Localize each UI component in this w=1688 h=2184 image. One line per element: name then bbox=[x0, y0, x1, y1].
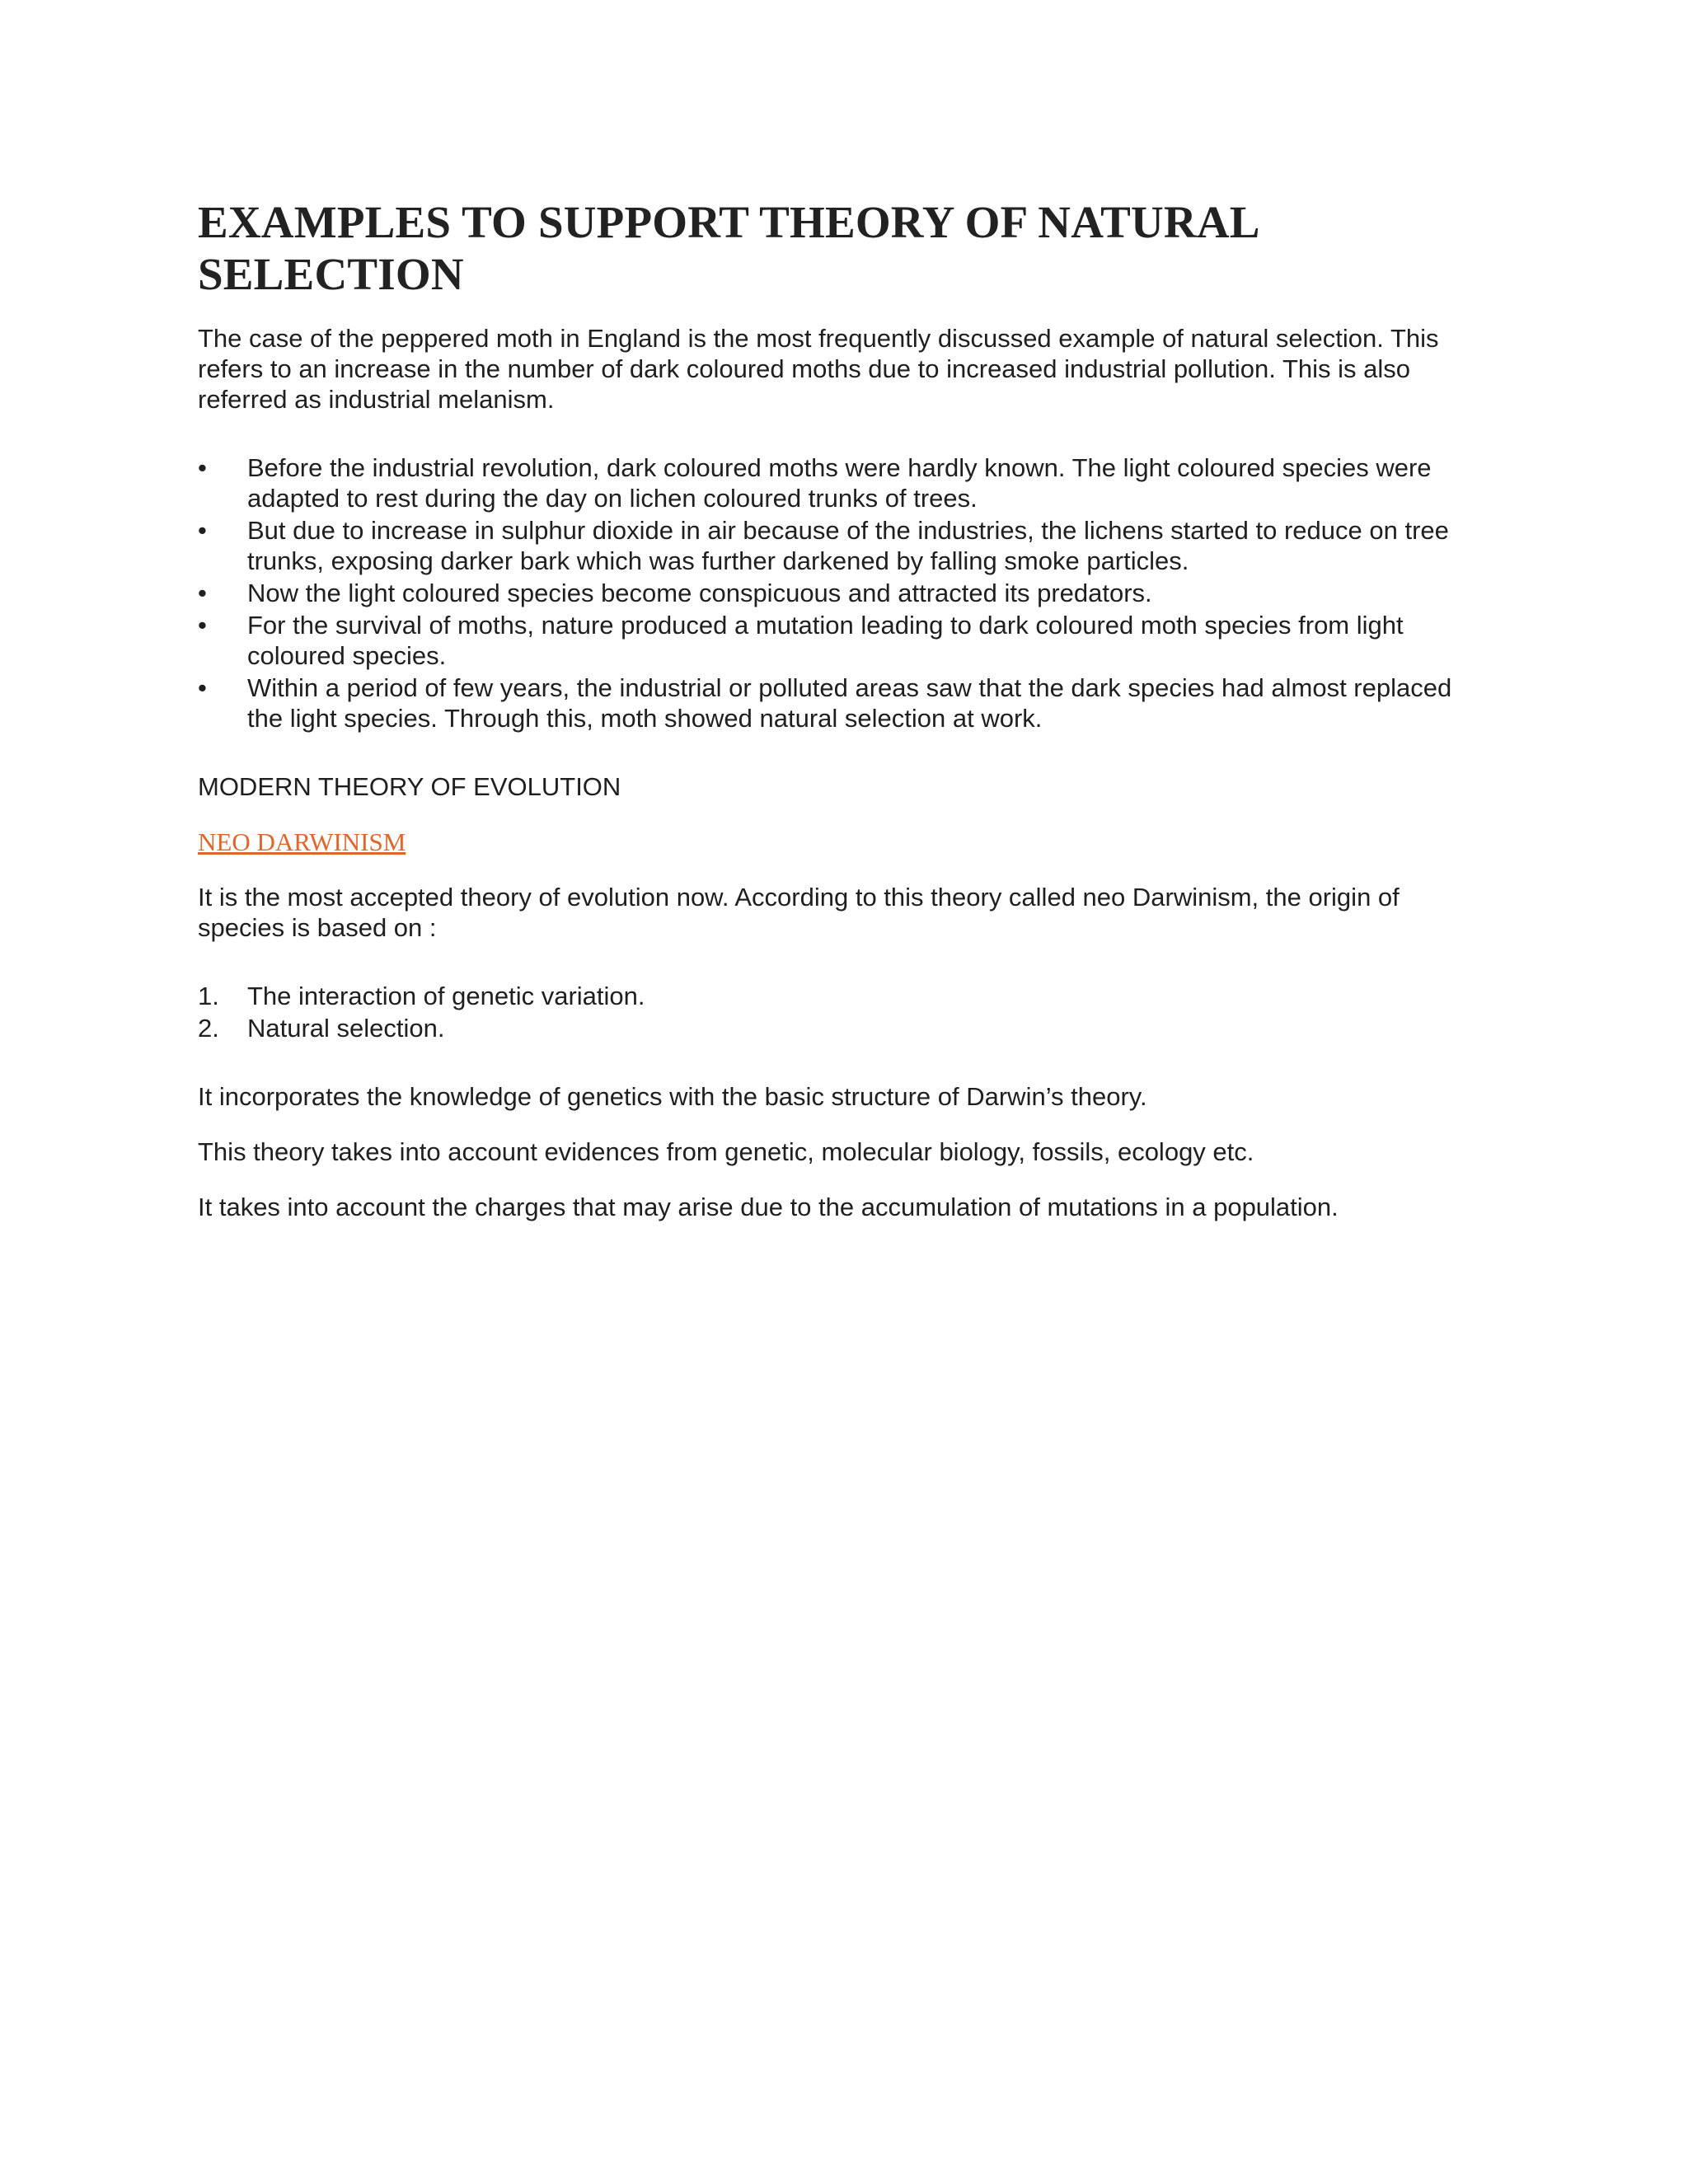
neo-darwinism-link[interactable]: NEO DARWINISM bbox=[198, 827, 406, 856]
bullet-icon: • bbox=[198, 453, 207, 482]
numbered-list bbox=[198, 981, 1484, 1043]
list-number: 1. bbox=[198, 982, 219, 1010]
page-title: EXAMPLES TO SUPPORT THEORY OF NATURAL SELECTION bbox=[198, 197, 1258, 299]
closing-paragraph: It incorporates the knowledge of genetics with the basic structure of Darwin’s theory. bbox=[198, 1082, 1147, 1111]
bullet-list bbox=[198, 452, 1484, 733]
list-item bbox=[198, 578, 1484, 608]
list-number: 2. bbox=[198, 1014, 219, 1043]
section-heading: MODERN THEORY OF EVOLUTION bbox=[198, 772, 621, 801]
closing-paragraph: It takes into account the charges that may arise due to the accumulation of mutations in a population. bbox=[198, 1193, 1339, 1221]
neo-darwinism-heading-wrap bbox=[198, 827, 1484, 857]
bullet-icon: • bbox=[198, 673, 207, 702]
list-item bbox=[198, 452, 1484, 513]
list-item bbox=[198, 673, 1484, 733]
list-item bbox=[198, 981, 1484, 1011]
list-item-text: Within a period of few years, the industrial or polluted areas saw that the dark species had almost replaced the light species. Through this, moth showed natural selection at work. bbox=[247, 673, 1452, 733]
closing-paragraph: This theory takes into account evidences from genetic, molecular biology, fossils, ecology etc. bbox=[198, 1137, 1254, 1166]
bullet-icon: • bbox=[198, 516, 207, 545]
list-item-text: Now the light coloured species become conspicuous and attracted its predators. bbox=[247, 579, 1152, 607]
list-item-text: But due to increase in sulphur dioxide in air because of the industries, the lichens started to reduce on tree trunks, exposing darker bark which was further darkened by falling smoke particles. bbox=[247, 516, 1449, 575]
list-item-text: Before the industrial revolution, dark coloured moths were hardly known. The light coloured species were adapted to rest during the day on lichen coloured trunks of trees. bbox=[247, 453, 1432, 513]
intro-paragraph: The case of the peppered moth in England is the most frequently discussed example of natural selection. This refers to an increase in the number of dark coloured moths due to increased industrial pollution. This is also referred as industrial melanism. bbox=[198, 324, 1439, 414]
neo-intro-paragraph: It is the most accepted theory of evolution now. According to this theory called neo Darwinism, the origin of species is based on : bbox=[198, 883, 1400, 942]
bullet-icon: • bbox=[198, 579, 207, 607]
list-item bbox=[198, 515, 1484, 576]
list-item-text: The interaction of genetic variation. bbox=[247, 982, 645, 1010]
list-item-text: For the survival of moths, nature produced a mutation leading to dark coloured moth species from light coloured species. bbox=[247, 611, 1404, 670]
bullet-icon: • bbox=[198, 611, 207, 640]
list-item bbox=[198, 610, 1484, 671]
list-item bbox=[198, 1013, 1484, 1043]
list-item-text: Natural selection. bbox=[247, 1014, 445, 1043]
document-page bbox=[198, 196, 1484, 1222]
